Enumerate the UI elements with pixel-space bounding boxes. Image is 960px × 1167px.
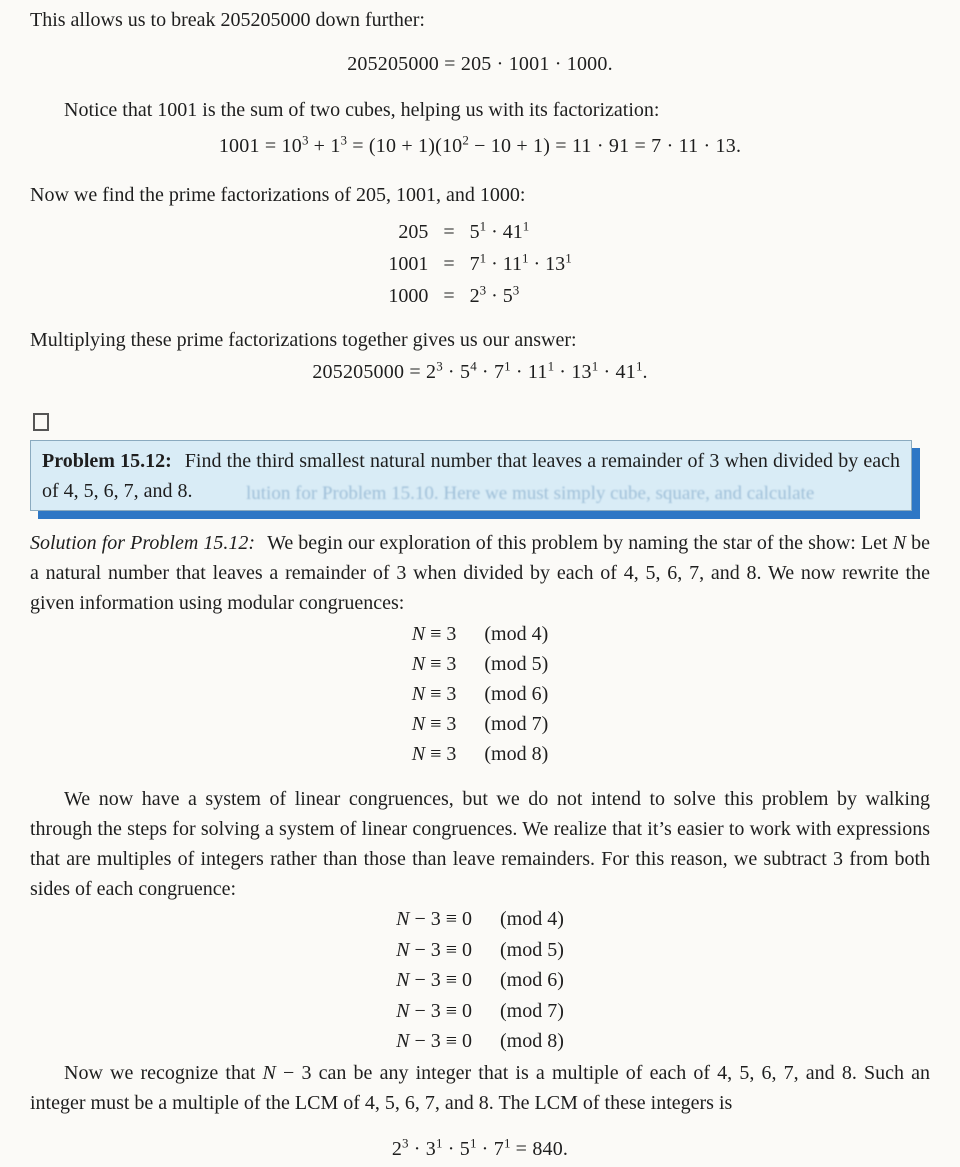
problem-statement bbox=[42, 446, 900, 506]
congruence-lhs: N ≡ 3 bbox=[411, 713, 457, 735]
congruence-row bbox=[396, 996, 564, 1027]
congruence-lhs: N − 3 ≡ 0 bbox=[396, 999, 472, 1022]
congruence-modulus: (mod 5) bbox=[484, 653, 549, 675]
congruence-modulus: (mod 5) bbox=[500, 938, 564, 961]
congruence-modulus: (mod 7) bbox=[500, 999, 564, 1022]
factorization-lhs: 205 bbox=[398, 221, 429, 243]
equation-final-factorization: $205205000 = 2^3 \cdot 5^4 \cdot 7^1 \cdot 11^1 \cdot 13^1 \cdot 41^1$. bbox=[312, 358, 648, 383]
congruence-modulus: (mod 6) bbox=[500, 969, 564, 991]
congruence-row bbox=[412, 619, 549, 649]
problem-label: Problem 15.12: bbox=[42, 450, 172, 472]
solution-paragraph bbox=[30, 528, 930, 618]
paragraph-break-down: This allows us to break 205205000 down further: bbox=[30, 9, 425, 31]
congruence-row bbox=[412, 739, 549, 769]
problem-box bbox=[30, 440, 912, 511]
paragraph-multiplying: Multiplying these prime factorizations together gives us our answer: bbox=[30, 329, 577, 351]
solution-label: Solution for Problem 15.12: bbox=[30, 532, 256, 554]
congruence-row bbox=[412, 649, 549, 679]
equation-205205000-product: 205205000 = 205 · 1001 · 1000. bbox=[347, 53, 613, 75]
solution-text: We begin our exploration of this problem by naming the star of the show: Let N be a natural number that leaves a remainder of 3 when divided by each of 4, 5, 6, 7, and 8. We now rewrite the given information using modular congruences: bbox=[30, 532, 930, 614]
congruence-modulus: (mod 8) bbox=[500, 1030, 564, 1052]
end-of-proof-square bbox=[33, 413, 49, 431]
factorization-lhs: 1001 bbox=[388, 253, 429, 275]
congruence-row bbox=[396, 1026, 564, 1057]
factorization-rhs: $5^1 \cdot 41^1$ bbox=[469, 218, 530, 243]
factorization-rhs: $7^1 \cdot 11^1 \cdot 13^1$ bbox=[469, 250, 572, 275]
congruence-lhs: N ≡ 3 bbox=[411, 653, 457, 675]
congruence-lhs: N ≡ 3 bbox=[411, 683, 457, 705]
congruence-modulus: (mod 6) bbox=[484, 683, 549, 705]
equals-sign: = bbox=[443, 253, 455, 275]
congruence-row bbox=[396, 904, 564, 935]
congruence-lhs: N − 3 ≡ 0 bbox=[396, 1030, 472, 1052]
equals-sign: = bbox=[443, 285, 455, 307]
congruence-modulus: (mod 7) bbox=[484, 713, 549, 735]
congruence-row bbox=[412, 679, 549, 709]
congruence-row bbox=[396, 935, 564, 966]
page-bleed-through-text: lution for Problem 15.10. Here we must simply cube, square, and calculate bbox=[246, 483, 815, 504]
congruence-modulus: (mod 8) bbox=[484, 743, 549, 765]
congruence-modulus: (mod 4) bbox=[500, 908, 564, 930]
equation-1001-cubes: $1001 = 10^3 + 1^3 = (10 + 1)(10^2 - 10 + 1) = 11 \cdot 91 = 7 \cdot 11 \cdot 13$. bbox=[218, 132, 742, 157]
paragraph-system-of-congruences: We now have a system of linear congruences, but we do not intend to solve this problem by walking through the steps for solving a system of linear congruences. We realize that it’s easier to work with expressions that are multiples of integers rather than those than leave remainders. For this reason, we subtract 3 from both sides of each congruence: bbox=[30, 788, 930, 900]
congruence-lhs: N ≡ 3 bbox=[411, 743, 457, 765]
congruence-lhs: N − 3 ≡ 0 bbox=[396, 938, 472, 961]
equation-lcm-840: $2^3 \cdot 3^1 \cdot 5^1 \cdot 7^1 = 840$. bbox=[391, 1135, 569, 1160]
factorization-equation-group bbox=[0, 216, 960, 312]
paragraph-sum-of-cubes: Notice that 1001 is the sum of two cubes, helping us with its factorization: bbox=[64, 99, 660, 121]
factorization-rhs: $2^3 \cdot 5^3$ bbox=[469, 282, 520, 307]
factorization-lhs: 1000 bbox=[388, 285, 429, 307]
congruence-lhs: N ≡ 3 bbox=[411, 623, 457, 645]
paragraph-find-factorizations: Now we find the prime factorizations of 205, 1001, and 1000: bbox=[30, 184, 526, 206]
congruence-lhs: N − 3 ≡ 0 bbox=[396, 969, 472, 991]
congruence-group-n bbox=[0, 619, 960, 769]
problem-text: Find the third smallest natural number that leaves a remainder of 3 when divided by each of 4, 5, 6, 7, and 8. bbox=[42, 450, 901, 502]
congruence-row bbox=[412, 709, 549, 739]
congruence-row bbox=[396, 965, 564, 996]
congruence-group-n-minus-3 bbox=[0, 904, 960, 1057]
congruence-modulus: (mod 4) bbox=[484, 623, 549, 645]
paragraph-lcm: Now we recognize that N − 3 can be any integer that is a multiple of each of 4, 5, 6, 7, and 8. Such an integer must be a multiple of the LCM of 4, 5, 6, 7, and 8. The LCM of these integers is bbox=[30, 1062, 931, 1114]
equals-sign: = bbox=[443, 221, 455, 243]
congruence-lhs: N − 3 ≡ 0 bbox=[396, 908, 472, 930]
